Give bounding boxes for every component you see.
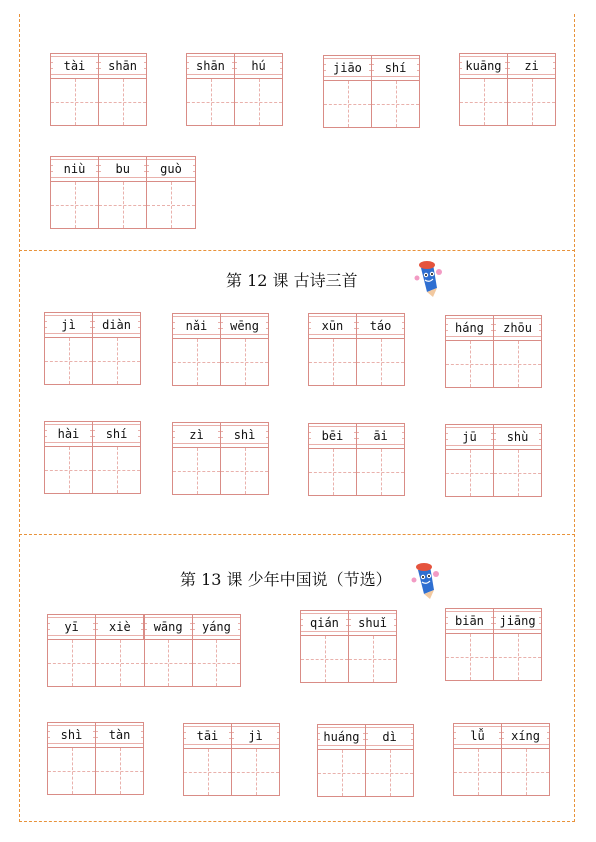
pinyin-syllable: shì	[50, 727, 93, 743]
character-row	[454, 749, 549, 795]
pinyin-syllable: yáng	[195, 619, 238, 635]
character-row	[301, 636, 396, 682]
tian-zi-ge-cell[interactable]	[356, 449, 404, 495]
pinyin-syllable: háng	[448, 320, 491, 336]
character-row	[446, 341, 541, 387]
tian-zi-ge-cell[interactable]	[301, 636, 348, 682]
pinyin-syllable: dì	[368, 729, 411, 745]
pinyin-syllable: bu	[101, 161, 144, 177]
writing-grid	[317, 724, 414, 797]
pinyin-syllable: hú	[237, 58, 280, 74]
tian-zi-ge-cell[interactable]	[507, 79, 555, 125]
writing-grid	[47, 614, 241, 687]
tian-zi-ge-cell[interactable]	[173, 448, 220, 494]
tian-zi-ge-cell[interactable]	[48, 640, 95, 686]
character-row	[318, 750, 413, 796]
tian-zi-ge-cell[interactable]	[348, 636, 396, 682]
pinyin-row	[45, 313, 140, 338]
tian-zi-ge-cell[interactable]	[231, 749, 279, 795]
tian-zi-ge-cell[interactable]	[173, 339, 220, 385]
writing-grid	[186, 53, 283, 126]
character-row	[446, 634, 541, 680]
pinyin-syllable: shuǐ	[351, 615, 394, 631]
pinyin-syllable: shù	[496, 429, 539, 445]
pinyin-row	[184, 724, 279, 749]
tian-zi-ge-cell[interactable]	[95, 748, 143, 794]
tian-zi-ge-cell[interactable]	[309, 339, 356, 385]
pinyin-syllable: xíng	[504, 728, 547, 744]
pinyin-syllable: diàn	[95, 317, 138, 333]
section-divider	[19, 250, 575, 251]
pinyin-syllable: jì	[47, 317, 90, 333]
pinyin-row	[48, 615, 240, 640]
tian-zi-ge-cell[interactable]	[501, 749, 549, 795]
tian-zi-ge-cell[interactable]	[45, 447, 92, 493]
tian-zi-ge-cell[interactable]	[98, 79, 146, 125]
tian-zi-ge-cell[interactable]	[324, 81, 371, 127]
pinyin-row	[460, 54, 555, 79]
tian-zi-ge-cell[interactable]	[318, 750, 365, 796]
pinyin-syllable: jiāng	[496, 613, 539, 629]
tian-zi-ge-cell[interactable]	[192, 640, 240, 686]
pinyin-syllable: āi	[359, 428, 402, 444]
pinyin-syllable: shān	[101, 58, 144, 74]
tian-zi-ge-cell[interactable]	[365, 750, 413, 796]
pinyin-syllable: shì	[223, 427, 266, 443]
tian-zi-ge-cell[interactable]	[51, 182, 98, 228]
writing-grid	[172, 422, 269, 495]
character-row	[51, 182, 195, 228]
pinyin-syllable: yī	[50, 619, 93, 635]
tian-zi-ge-cell[interactable]	[234, 79, 282, 125]
writing-grid	[50, 156, 196, 229]
pinyin-row	[309, 424, 404, 449]
tian-zi-ge-cell[interactable]	[446, 634, 493, 680]
character-row	[324, 81, 419, 127]
pinyin-row	[309, 314, 404, 339]
character-row	[309, 449, 404, 495]
character-row	[309, 339, 404, 385]
tian-zi-ge-cell[interactable]	[51, 79, 98, 125]
tian-zi-ge-cell[interactable]	[493, 634, 541, 680]
pinyin-row	[454, 724, 549, 749]
pinyin-row	[187, 54, 282, 79]
tian-zi-ge-cell[interactable]	[493, 450, 541, 496]
pinyin-syllable: xūn	[311, 318, 354, 334]
pinyin-row	[324, 56, 419, 81]
tian-zi-ge-cell[interactable]	[356, 339, 404, 385]
pinyin-syllable: zhōu	[496, 320, 539, 336]
writing-grid	[445, 315, 542, 388]
pinyin-syllable: shān	[189, 58, 232, 74]
pinyin-row	[173, 423, 268, 448]
tian-zi-ge-cell[interactable]	[446, 341, 493, 387]
tian-zi-ge-cell[interactable]	[95, 640, 143, 686]
tian-zi-ge-cell[interactable]	[371, 81, 419, 127]
writing-grid	[323, 55, 420, 128]
pinyin-syllable: xiè	[98, 619, 141, 635]
tian-zi-ge-cell[interactable]	[144, 640, 192, 686]
tian-zi-ge-cell[interactable]	[446, 450, 493, 496]
pinyin-row	[446, 316, 541, 341]
pinyin-syllable: biān	[448, 613, 491, 629]
pinyin-syllable: guò	[149, 161, 192, 177]
pinyin-syllable: lǚ	[456, 728, 499, 744]
lesson-13-title: 第 13 课 少年中国说（节选）	[180, 570, 392, 589]
tian-zi-ge-cell[interactable]	[493, 341, 541, 387]
pinyin-syllable: niù	[53, 161, 96, 177]
pinyin-row	[318, 725, 413, 750]
pinyin-row	[301, 611, 396, 636]
pinyin-row	[446, 425, 541, 450]
writing-grid	[300, 610, 397, 683]
writing-grid	[453, 723, 550, 796]
character-row	[48, 748, 143, 794]
character-row	[48, 640, 240, 686]
pinyin-syllable: zi	[510, 58, 553, 74]
pinyin-syllable: tàn	[98, 727, 141, 743]
character-row	[45, 338, 140, 384]
character-row	[45, 447, 140, 493]
pinyin-syllable: hài	[47, 426, 90, 442]
tian-zi-ge-cell[interactable]	[184, 749, 231, 795]
pinyin-syllable: tài	[53, 58, 96, 74]
tian-zi-ge-cell[interactable]	[92, 338, 140, 384]
character-row	[187, 79, 282, 125]
pinyin-row	[446, 609, 541, 634]
character-row	[446, 450, 541, 496]
tian-zi-ge-cell[interactable]	[45, 338, 92, 384]
section-divider	[19, 534, 575, 535]
tian-zi-ge-cell[interactable]	[146, 182, 194, 228]
writing-grid	[172, 313, 269, 386]
pinyin-syllable: táo	[359, 318, 402, 334]
character-row	[460, 79, 555, 125]
tian-zi-ge-cell[interactable]	[220, 448, 268, 494]
pinyin-row	[48, 723, 143, 748]
writing-grid	[308, 313, 405, 386]
pencil-mascot-icon	[410, 560, 440, 600]
pinyin-row	[45, 422, 140, 447]
character-row	[173, 339, 268, 385]
writing-grid	[183, 723, 280, 796]
pinyin-syllable: shí	[95, 426, 138, 442]
tian-zi-ge-cell[interactable]	[454, 749, 501, 795]
writing-grid	[445, 608, 542, 681]
pinyin-syllable: zì	[175, 427, 218, 443]
writing-grid	[44, 312, 141, 385]
pinyin-syllable: jū	[448, 429, 491, 445]
pinyin-syllable: nǎi	[175, 318, 218, 334]
pinyin-syllable: shí	[374, 60, 417, 76]
writing-grid	[50, 53, 147, 126]
tian-zi-ge-cell[interactable]	[309, 449, 356, 495]
lesson-12-title: 第 12 课 古诗三首	[226, 271, 358, 290]
pinyin-syllable: kuāng	[462, 58, 505, 74]
pinyin-row	[51, 54, 146, 79]
character-row	[184, 749, 279, 795]
pinyin-syllable: wēng	[223, 318, 266, 334]
writing-grid	[47, 722, 144, 795]
character-row	[51, 79, 146, 125]
pinyin-syllable: tāi	[186, 728, 229, 744]
tian-zi-ge-cell[interactable]	[460, 79, 507, 125]
writing-grid	[308, 423, 405, 496]
pinyin-row	[51, 157, 195, 182]
pinyin-syllable: qián	[303, 615, 346, 631]
pinyin-row	[173, 314, 268, 339]
tian-zi-ge-cell[interactable]	[98, 182, 146, 228]
character-row	[173, 448, 268, 494]
pinyin-syllable: huáng	[320, 729, 363, 745]
tian-zi-ge-cell[interactable]	[220, 339, 268, 385]
pencil-mascot-icon	[413, 258, 443, 298]
writing-grid	[44, 421, 141, 494]
page-frame	[19, 14, 575, 822]
tian-zi-ge-cell[interactable]	[48, 748, 95, 794]
writing-grid	[459, 53, 556, 126]
pinyin-syllable: jiāo	[326, 60, 369, 76]
pinyin-syllable: wāng	[147, 619, 190, 635]
pinyin-syllable: jì	[234, 728, 277, 744]
tian-zi-ge-cell[interactable]	[187, 79, 234, 125]
writing-grid	[445, 424, 542, 497]
tian-zi-ge-cell[interactable]	[92, 447, 140, 493]
pinyin-syllable: bēi	[311, 428, 354, 444]
